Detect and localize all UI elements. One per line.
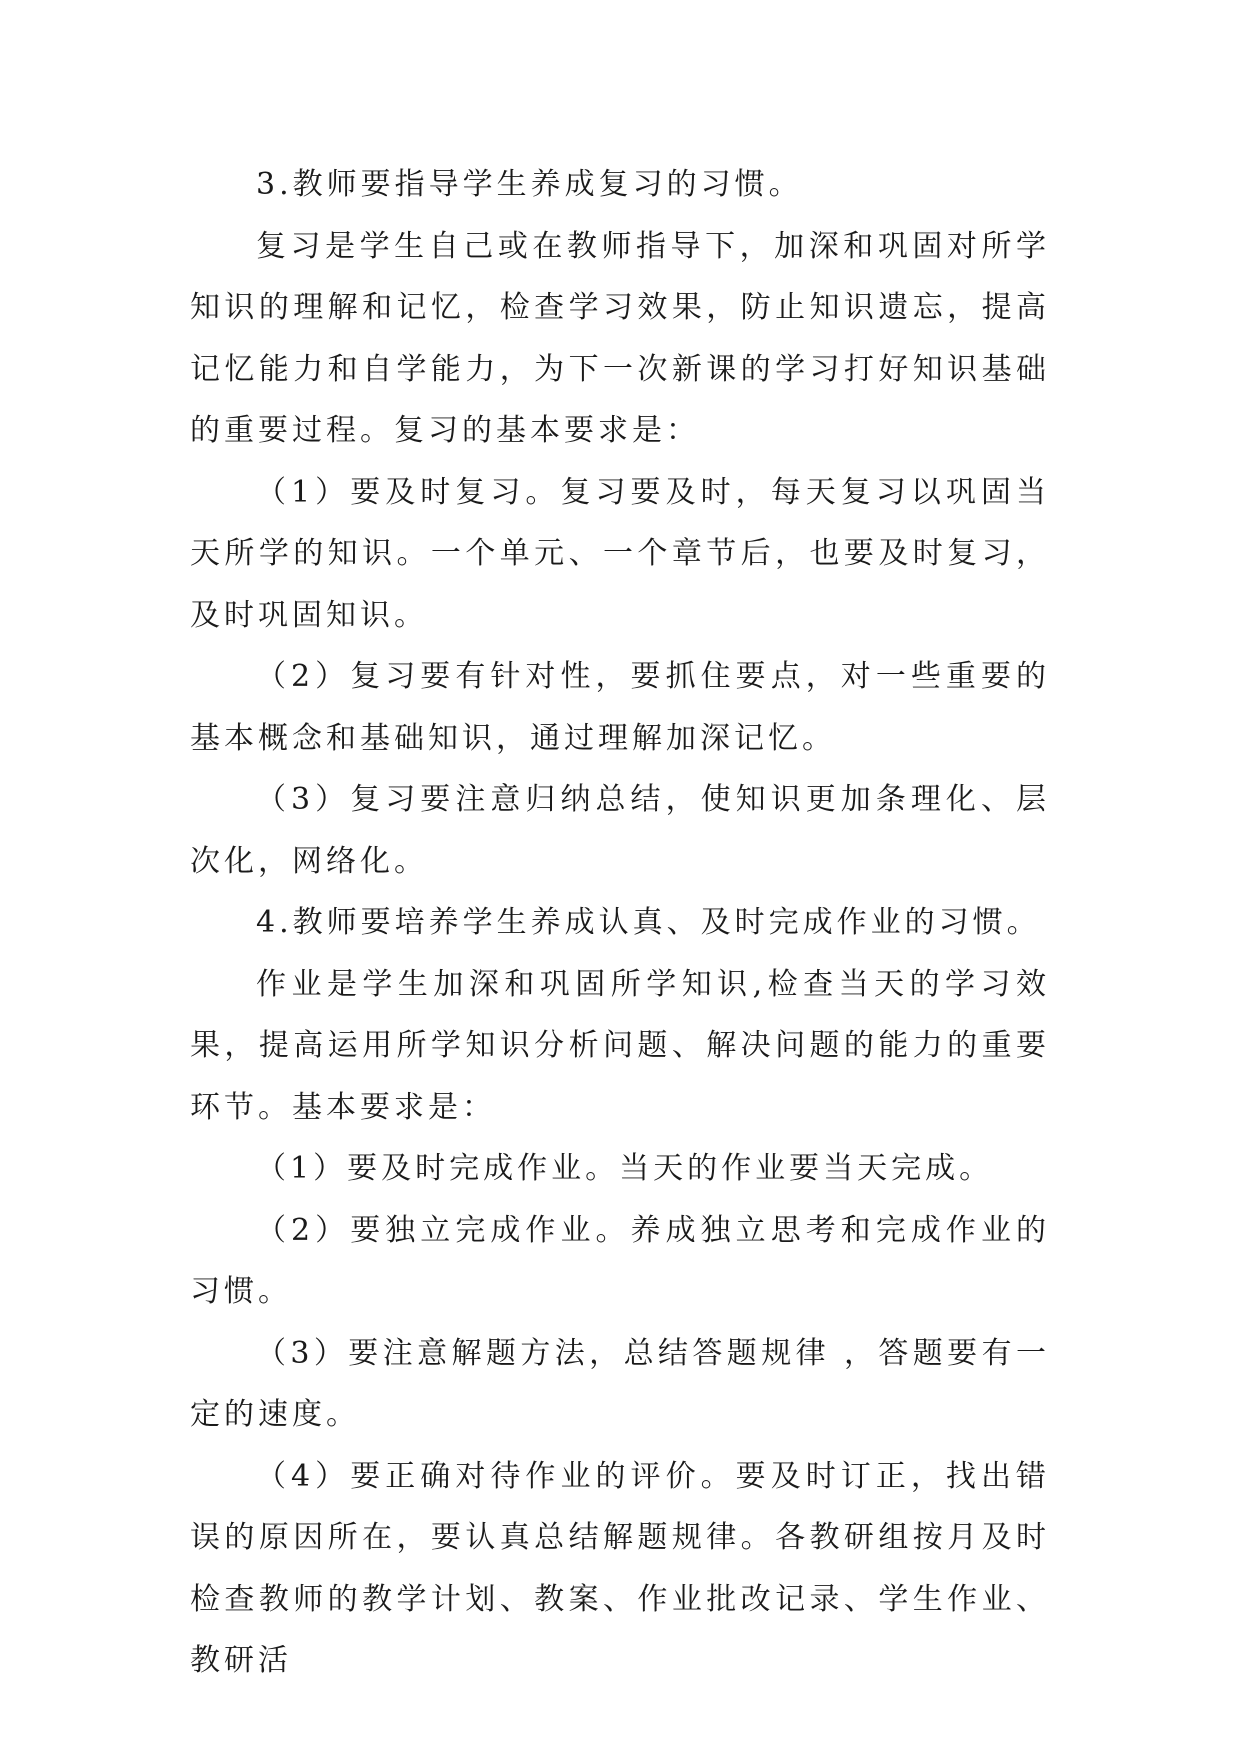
list-item-homework-independent: （2）要独立完成作业。养成独立思考和完成作业的习惯。 bbox=[190, 1212, 1050, 1309]
list-item-review-timely: （1）要及时复习。复习要及时，每天复习以巩固当天所学的知识。一个单元、一个章节后，也要及时复习，及时巩固知识。 bbox=[190, 474, 1050, 633]
document-body bbox=[190, 154, 1050, 1692]
list-item-review-summarize: （3）复习要注意归纳总结，使知识更加条理化、层次化，网络化。 bbox=[190, 782, 1050, 879]
list-item-homework-method: （3）要注意解题方法，总结答题规律 ，答题要有一定的速度。 bbox=[190, 1335, 1050, 1432]
list-item-review-targeted: （2）复习要有针对性，要抓住要点，对一些重要的基本概念和基础知识，通过理解加深记忆。 bbox=[190, 659, 1050, 756]
list-item-homework-evaluation: （4）要正确对待作业的评价。要及时订正，找出错误的原因所在，要认真总结解题规律。各教研组按月及时检查教师的教学计划、教案、作业批改记录、学生作业、教研活 bbox=[190, 1458, 1050, 1678]
section-heading-homework-habit: 4.教师要培养学生养成认真、及时完成作业的习惯。 bbox=[256, 905, 1041, 940]
paragraph-review-definition: 复习是学生自己或在教师指导下，加深和巩固对所学知识的理解和记忆，检查学习效果，防止知识遗忘，提高记忆能力和自学能力，为下一次新课的学习打好知识基础的重要过程。复习的基本要求是： bbox=[190, 228, 1050, 448]
list-item-homework-timely: （1）要及时完成作业。当天的作业要当天完成。 bbox=[256, 1151, 994, 1186]
section-heading-review-habit: 3.教师要指导学生养成复习的习惯。 bbox=[256, 167, 803, 202]
paragraph-homework-definition: 作业是学生加深和巩固所学知识,检查当天的学习效果，提高运用所学知识分析问题、解决问题的能力的重要环节。基本要求是： bbox=[190, 966, 1050, 1125]
